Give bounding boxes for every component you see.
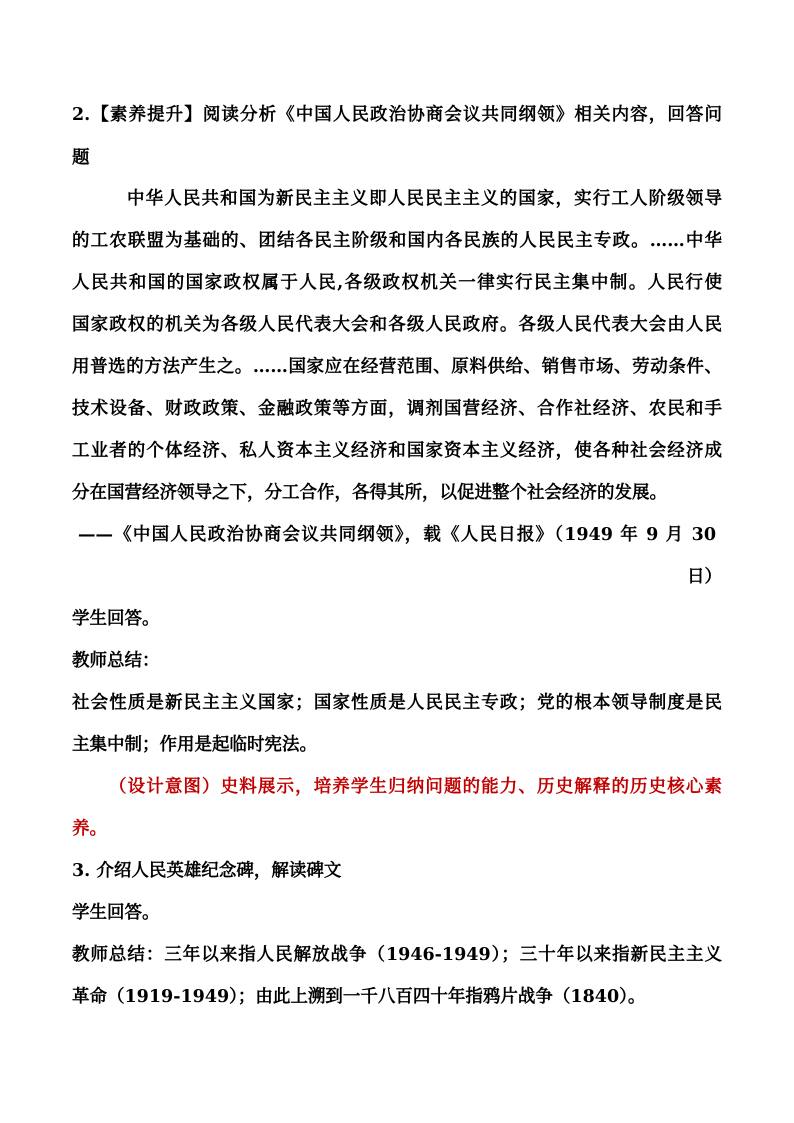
design-intent-line1: （设计意图）史料展示，培养学生归纳问题的能力、历史解释的历史核心素: [109, 777, 722, 797]
student-answer: 学生回答。: [72, 609, 160, 629]
quote-line: 分在国营经济领导之下，分工合作，各得其所，以促进整个社会经济的发展。: [72, 483, 667, 503]
quote-line: 工业者的个体经济、私人资本主义经济和国家资本主义经济，使各种社会经济成: [72, 441, 722, 461]
design-intent-line2: 养。: [72, 819, 107, 839]
teacher-summary-label: 教师总结：: [72, 651, 160, 671]
section2-title-line1: 2.【素养提升】阅读分析《中国人民政治协商会议共同纲领》相关内容，回答问: [72, 105, 722, 125]
quote-line: 技术设备、财政政策、金融政策等方面，调剂国营经济、合作社经济、农民和手: [72, 399, 722, 419]
teacher-summary-line2: 主集中制；作用是起临时宪法。: [72, 735, 317, 755]
teacher-summary-line2: 革命（1919-1949）；由此上溯到一千八百四十年指鸦片战争（1840）。: [72, 987, 646, 1007]
quote-line: 中华人民共和国为新民主主义即人民民主主义的国家，实行工人阶级领导: [127, 189, 722, 209]
quote-source-line1: ——《中国人民政治协商会议共同纲领》，载《人民日报》（1949 年 9 月 30: [78, 525, 716, 545]
quote-line: 的工农联盟为基础的、团结各民主阶级和国内各民族的人民民主专政。……中华: [72, 231, 722, 251]
quote-line: 人民共和国的国家政权属于人民,各级政权机关一律实行民主集中制。人民行使: [72, 273, 722, 293]
teacher-summary-line1: 教师总结：三年以来指人民解放战争（1946-1949）；三十年以来指新民主主义: [72, 945, 722, 965]
quote-line: 国家政权的机关为各级人民代表大会和各级人民政府。各级人民代表大会由人民: [72, 315, 722, 335]
quote-source-line2: 日）: [687, 567, 722, 587]
section2-title-line2: 题: [72, 148, 90, 168]
student-answer: 学生回答。: [72, 903, 160, 923]
quote-line: 用普选的方法产生之。……国家应在经营范围、原料供给、销售市场、劳动条件、: [72, 357, 722, 377]
teacher-summary-line1: 社会性质是新民主主义国家；国家性质是人民民主专政；党的根本领导制度是民: [72, 693, 722, 713]
section3-title: 3. 介绍人民英雄纪念碑，解读碑文: [72, 861, 342, 881]
